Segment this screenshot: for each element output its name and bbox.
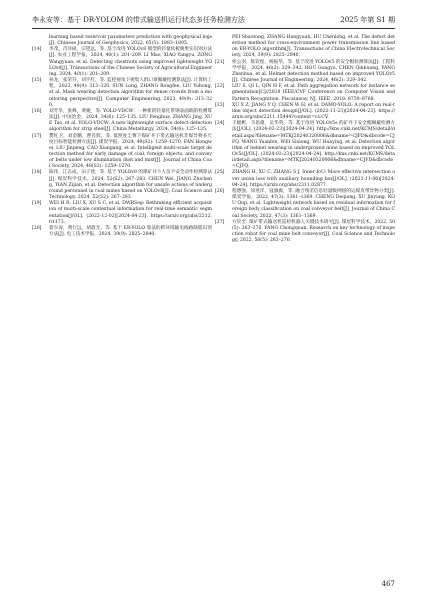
- reference-number: [23]: [215, 102, 225, 108]
- reference-item: [32, 201, 212, 226]
- reference-number: [17]: [32, 133, 42, 139]
- reference-item: [32, 170, 212, 201]
- reference-number: [21]: [215, 59, 225, 65]
- reference-item: [215, 84, 395, 102]
- header-divider: [32, 28, 395, 29]
- reference-text: 裴少涛，黄行远，胡晨光，等. 基于 ER-YOLO 算法的跨环境输电线路缺陷识别方法[J]. 电工技术学报，2024, 39(9): 2825–2840.: [49, 225, 212, 237]
- reference-item: [215, 103, 395, 121]
- reference-number: [27]: [215, 219, 225, 225]
- reference-number: [18]: [32, 170, 42, 176]
- header-article-title: 李永安等：基于 DR-YOLOM 的带式输送机运行状态多任务检测方法: [32, 16, 245, 24]
- reference-text: PEI Shaotong, ZHANG Hangyuan, HU Chenlong, et al. The defect detection method for cross-environment power transmission line based on ER-YOLO algorithm[J]. Transactions of China Electrotechnical Society, 2024, 39(9): 2825–2840.: [232, 35, 395, 59]
- reference-number: [24]: [215, 121, 225, 127]
- reference-text: 王媛彬，韦思雄，吴华英，等. 基于改进 YOLOv5s 的矿井下安全帽佩戴检测方法[J/OL]. (2024-03-23)[2024-04-24]. http://kns.cnki.net/KCMS/detail/detail.aspx?filename=MTKJ20240320006&dbname=CJFD&dbcode=CJFQ. WANG Yuanbin, WEI Sixiong, WU Huaying, et al. Detection algorithm of helmet wearing in underground mine based on improved YOLOv5s[J/OL]. (2024-03-23)[2024-04-24]. http://kns.cnki.net/KCMS/detail/detail.aspx?filename=MTKJ20240320006&dbname=CJFD&dbcode=CJFQ.: [232, 121, 395, 170]
- reference-number: [16]: [32, 108, 42, 114]
- reference-text: LIU S, QI L, QIN H F, et al. Path aggregation network for instance segmentation[C]//2018 IEEE/CVF Conference on Computer Vision and Pattern Recognition. Piscataway, NJ, IEEE, 2018: 8759–8768.: [232, 84, 395, 102]
- reference-text: 程德强，徐进洋，寇旗旗，等. 融合残差信息轻量级网络的运煤皮带异物分类[J]. 煤炭学报，2022, 47(3): 1361–1369. CHENG Deqiang, XU Jinyang, KOU Qiqi, et al. Lightweight network based on residual information for foreign body classification on coal conveyor belt[J]. Journal of China Coal Society, 2022, 47(3): 1361–1369.: [232, 188, 395, 219]
- reference-text: 孙龙，张荣芬，刘宇红，等. 监控视角下密集人群口罩佩戴检测算法[J]. 计算机工程，2023, 49(9): 313–320. SUN Long, ZHANG Rongfen, LIU Yuhong, et al. Mask wearing detection algorithm for dense crowds from a monitoring perspective[J]. Computer Engineering, 2023, 49(9): 313–320.: [49, 78, 212, 108]
- reference-item: [32, 226, 212, 238]
- references-column-left: [32, 35, 212, 238]
- reference-item: [215, 35, 395, 60]
- reference-item: [32, 78, 212, 109]
- reference-text: 樊红卫，刘金鹏，曹肖辉，等. 低照度尘雾下煤矿井下带式输送机非煤异物多尺度目标智能检测方法[J]. 煤炭学报，2024, 49(S2): 1259–1270. FAN Hongwei, LIU Jinpeng, CAO Xiangang, et al. Intelligent multi-scale target detection method for early damage of coal, foreign objects, and conveyor belts under low illumination dust and mist[J]. Journal of China Coal Society, 2024, 49(S2): 1259–1270.: [49, 133, 212, 170]
- reference-text: 刘芳华，张峰，黄婕，等. YOLO-VDCW：一种新的轻量化带钢表面缺陷检测算法[J]. 中国冶金，2024, 34(6): 125–135. LIU Fenghua, ZHANG Jing, XUE Tao, et al. YOLO-VDCW: A new lightweight surface defect detection algorithm for strip steel[J]. China Metallurgy, 2024, 34(6): 125–135.: [49, 108, 212, 133]
- reference-item: [32, 109, 212, 134]
- reference-number: [20]: [32, 225, 42, 231]
- reference-item: [215, 121, 395, 170]
- reference-text: 方崇全. 煤矿带式输送机巡检机器人关键技术研究[J]. 煤炭科学技术，2022, 50(5): 263–270. FANG Chongquan. Research on key technology of inspection robot for coal mine belt conveyor[J]. Coal Science and Technology, 2022, 50(5): 263–270.: [232, 219, 395, 244]
- reference-number: [19]: [32, 201, 42, 207]
- reference-text: learning based reservoir parameters prediction with geophysical logs[J]. Chinese Journal of Geophysics, 2022, 65(5): 1883–1895.: [49, 35, 212, 47]
- reference-item: [32, 35, 212, 47]
- reference-text: 侯公羽，陈钦煌，杨振华，等. 基于改进 YOLOv5 的安全帽检测算法[J]. 工程科学学报，2024, 46(2): 329–342. HOU Gongyu, CHEN Qinhuang, YANG Zhenhua, et al. Helmet detection method based on improved YOLOv5[J]. Chinese Journal of Engineering, 2024, 46(2): 329–342.: [232, 59, 395, 84]
- running-header: [32, 14, 395, 26]
- reference-text: 李茂，肖洋硕，宗望远，等. 基于改进 YOLOv8 模型的轻量化板栗果实识别方法[J]. 农业工程学报，2024, 40(1): 201–209. LI Mao, XIAO Yangyu, ZONG Wangyuan, et al. Detecting chestnuts using improved lightweight YOLOv8[J]. Transactions of the Chinese Society of Agricultural Engineering, 2024, 40(1): 201–209.: [49, 47, 212, 77]
- reference-item: [215, 170, 395, 188]
- reference-number: [15]: [32, 78, 42, 84]
- reference-number: [25]: [215, 170, 225, 176]
- reference-item: [215, 60, 395, 85]
- reference-item: [32, 47, 212, 78]
- reference-item: [32, 134, 212, 171]
- reference-item: [215, 189, 395, 220]
- reference-text: 陈伟，江志成，田子建，等. 基于 YOLOv8 的煤矿井下人员不安全动作检测算法[J]. 煤炭科学技术，2024, 52(S2): 267–283. CHEN Wei, JIANG Zhicheng, TIAN Zijian, et al. Detection algorithm for unsafe actions of underground personnel in coal mines based on YOLOv8[J]. Coal Science and Technology, 2024, 52(S2): 267–283.: [49, 170, 212, 201]
- header-issue: 2025 年第 S1 期: [340, 16, 395, 24]
- reference-text: ZHANG H, XU C, ZHANG S J. Inner-IoU: More effective intersection over union loss with auxiliary bounding box[J/OL]. (2023-11-06)[2024-04-24]. https://arxiv.org/abs/2311.02877.: [232, 170, 395, 188]
- reference-text: WEI H R, LIU X, XU S C, et al. DWRSeg: Rethinking efficient acquisition of multi-scale contextual information for real-time semantic segmentation[J/OL]. (2022-12-02)[2024-04-23]. https://arxiv.org/abs/2212.01173.: [49, 201, 212, 225]
- references-column-right: [215, 35, 395, 244]
- reference-item: [215, 220, 395, 245]
- reference-number: [22]: [215, 84, 225, 90]
- page-number: 467: [381, 580, 395, 588]
- reference-number: [14]: [32, 47, 42, 53]
- reference-number: [26]: [215, 188, 225, 194]
- reference-text: XU X Z, JIANG Y Q, CHEN W H, et al. DAMO-YOLO: A report on real-time object detection design[J/OL]. (2022-11-23)[2024-04-23]. https://arxiv.org/abs/2211.15444?context=cs.CV.: [232, 102, 395, 121]
